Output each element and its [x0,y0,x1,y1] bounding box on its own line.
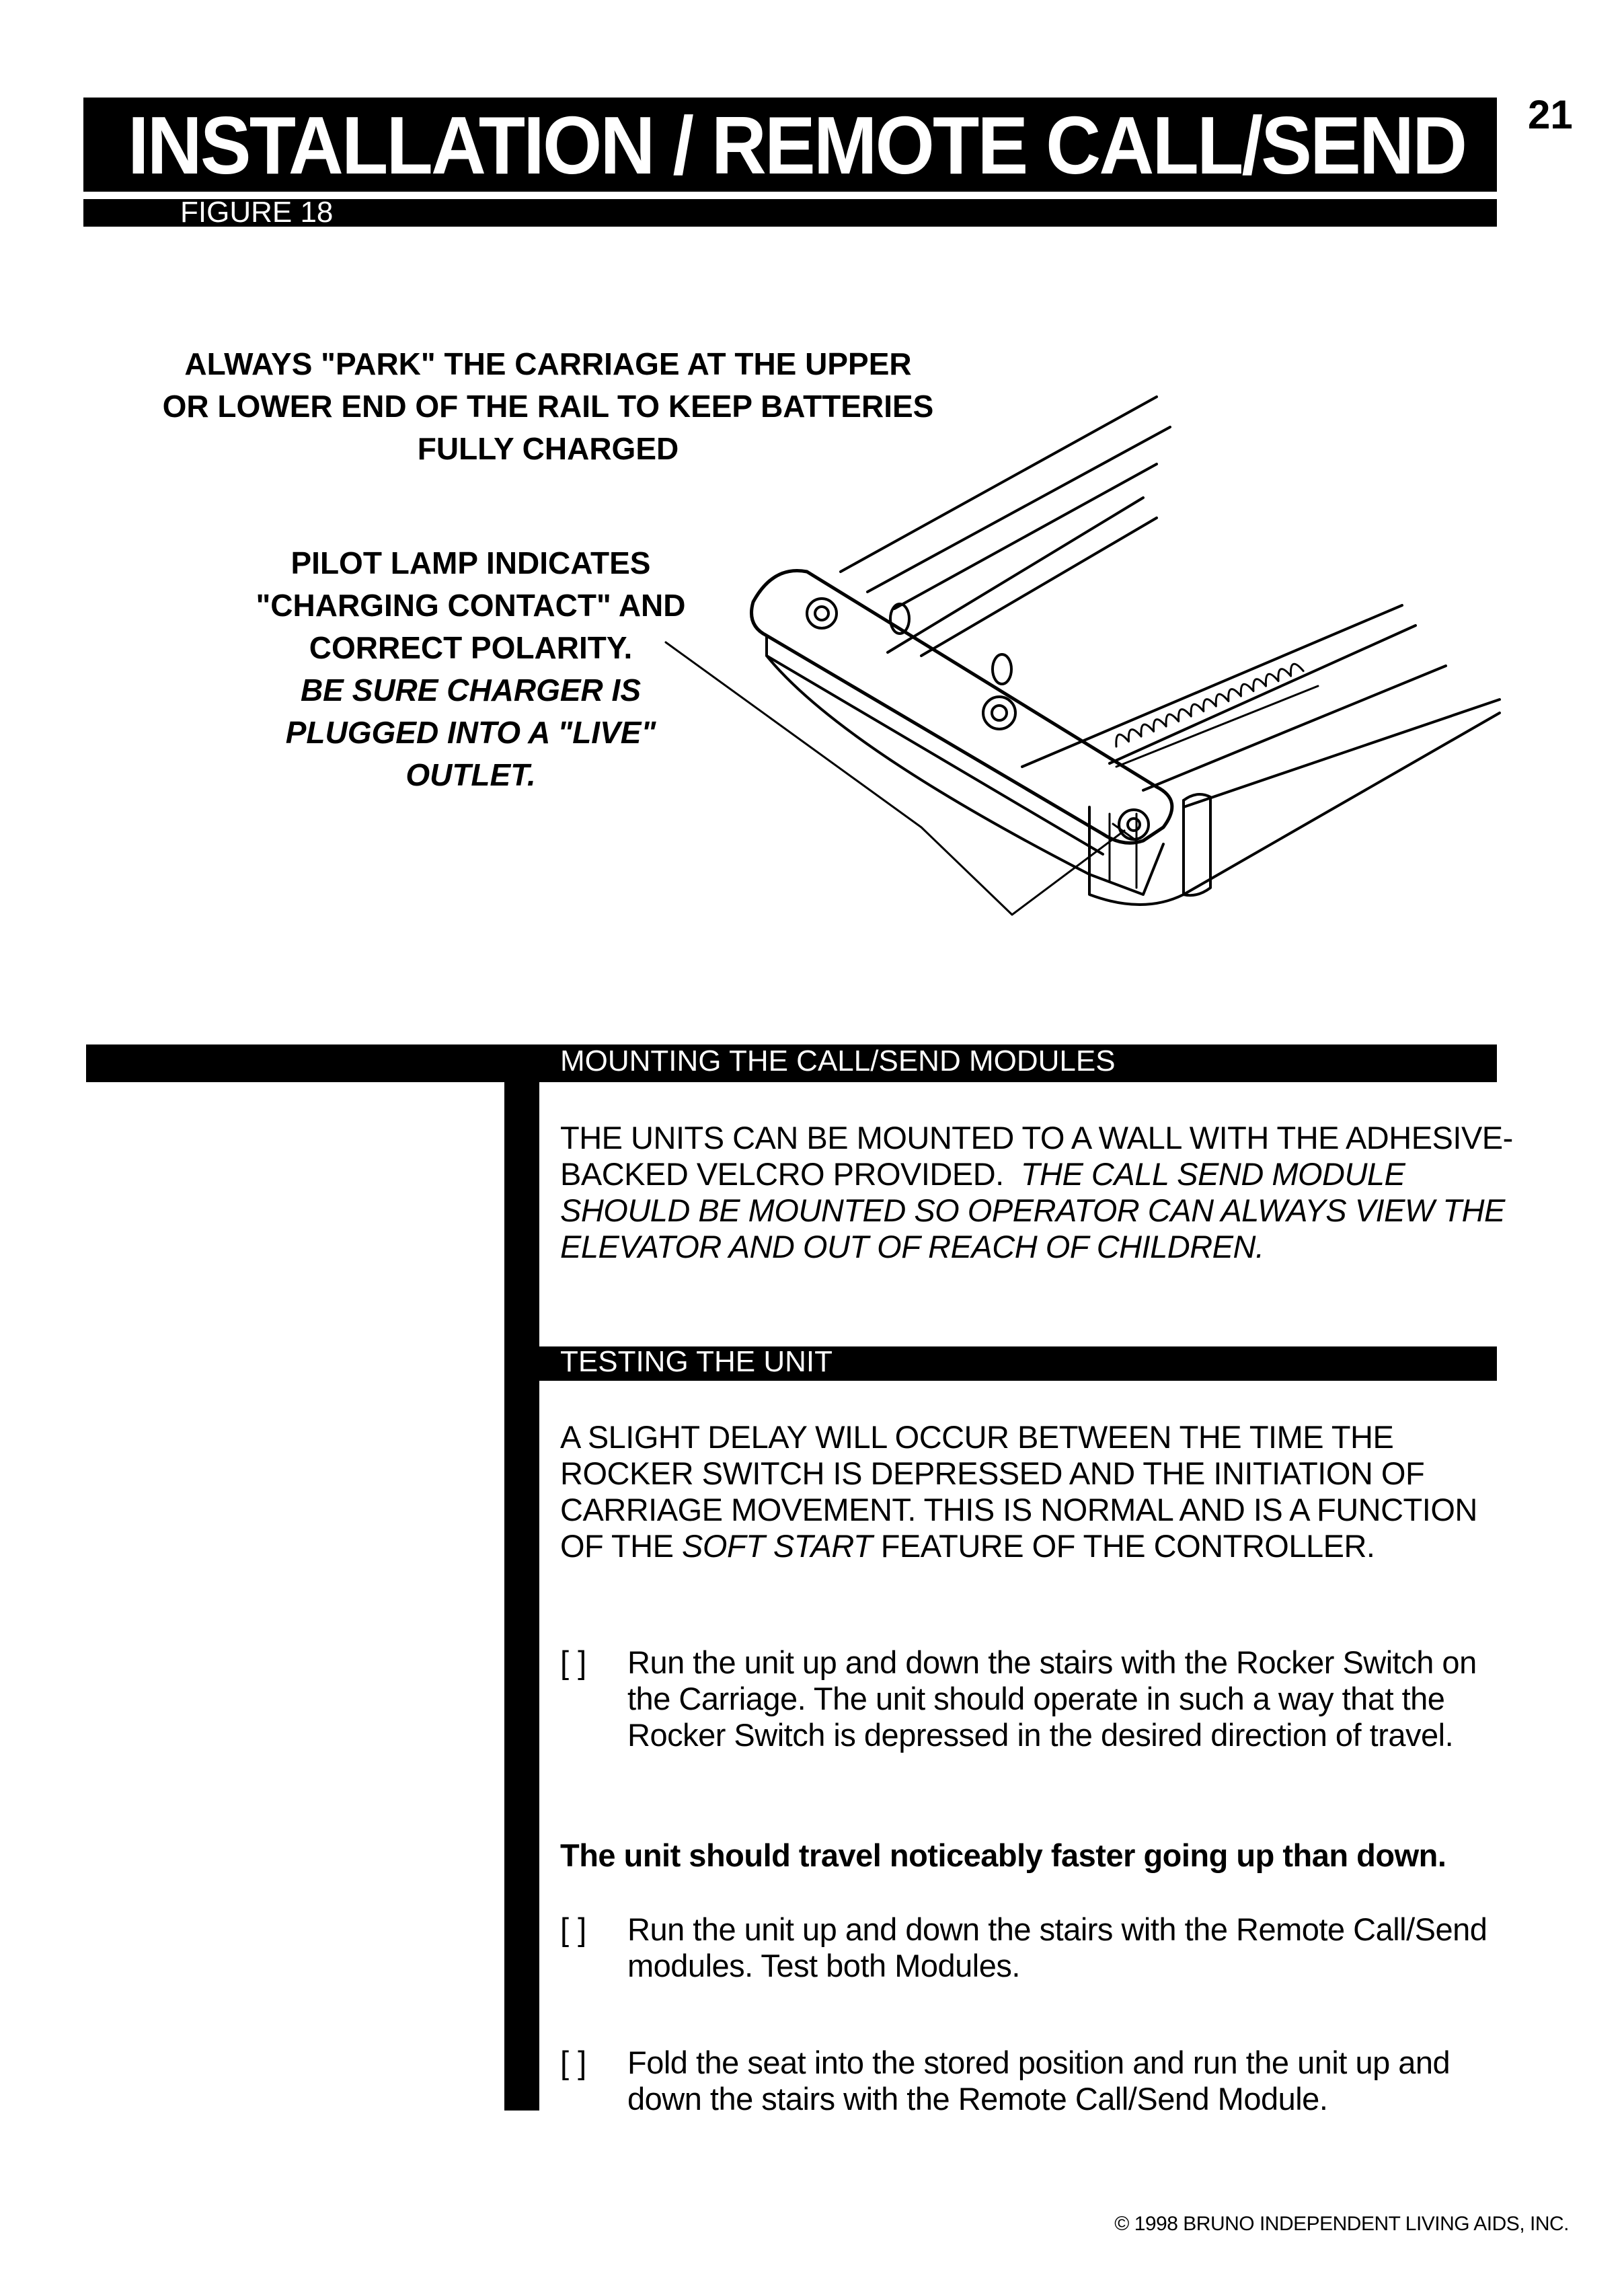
checkbox-marker: [ ] [560,1911,587,1947]
mounting-section-title: MOUNTING THE CALL/SEND MODULES [560,1044,1116,1077]
checklist-text: Run the unit up and down the stairs with the Rocker Switch on the Carriage. The unit should operate in such a way that the Rocker Switch is depressed in the desired direction of travel. [627,1644,1477,1753]
checklist-item [560,1644,1502,1799]
section-vertical-rule [504,1044,539,2111]
testing-text-before: A SLIGHT DELAY WILL OCCUR BETWEEN THE TIME THE ROCKER SWITCH IS DEPRESSED AND THE INITIATION OF CARRIAGE MOVEMENT. THIS IS NORMAL AND IS A FUNCTION OF THE [560,1419,1477,1564]
mounting-text-plain: THE UNITS CAN BE MOUNTED TO A WALL WITH THE ADHESIVE-BACKED VELCRO PROVIDED. [560,1120,1513,1192]
checklist-item [560,2045,1502,2125]
checkbox-marker: [ ] [560,2045,587,2080]
testing-text-after: FEATURE OF THE CONTROLLER. [880,1528,1375,1564]
checkbox-marker: [ ] [560,1644,587,1680]
park-carriage-note [101,343,995,470]
pilot-lamp-note [222,542,720,796]
checklist-text: Fold the seat into the stored position and run the unit up and down the stairs with the Remote Call/Send Module. [627,2045,1451,2117]
testing-text-italic: SOFT START [682,1528,873,1564]
pilot-note-line-2: "CHARGING CONTACT" AND [256,588,686,623]
park-note-line-2: OR LOWER END OF THE RAIL TO KEEP BATTERIES [162,389,934,424]
page-title: INSTALLATION / REMOTE CALL/SEND [128,100,1466,191]
pilot-warning-line-3: OUTLET. [405,757,536,793]
copyright-notice: © 1998 BRUNO INDEPENDENT LIVING AIDS, INC. [1114,2213,1569,2235]
pilot-warning-line-1: BE SURE CHARGER IS [300,673,642,708]
mounting-text-italic: THE CALL SEND MODULE SHOULD BE MOUNTED SO OPERATOR CAN ALWAYS VIEW THE ELEVATOR AND OUT OF REACH OF CHILDREN. [560,1156,1505,1264]
testing-section-title: TESTING THE UNIT [560,1345,833,1378]
pilot-warning-line-2: PLUGGED INTO A "LIVE" [285,715,656,751]
carriage-charging-illustration [0,0,1624,1009]
park-note-line-3: FULLY CHARGED [417,431,679,467]
checklist-text: Run the unit up and down the stairs with the Remote Call/Send modules. Test both Modules. [627,1911,1487,1983]
checklist-item [560,1911,1502,1992]
pilot-note-line-1: PILOT LAMP INDICATES [291,545,651,580]
pilot-note-line-3: CORRECT POLARITY. [309,630,633,666]
park-note-line-1: ALWAYS "PARK" THE CARRIAGE AT THE UPPER [184,346,912,381]
speed-note: The unit should travel noticeably faster going up than down. [560,1837,1446,1873]
testing-intro [560,1419,1502,1564]
mounting-instructions [560,1120,1529,1265]
page-number: 21 [1528,92,1573,137]
figure-label: FIGURE 18 [180,196,334,229]
